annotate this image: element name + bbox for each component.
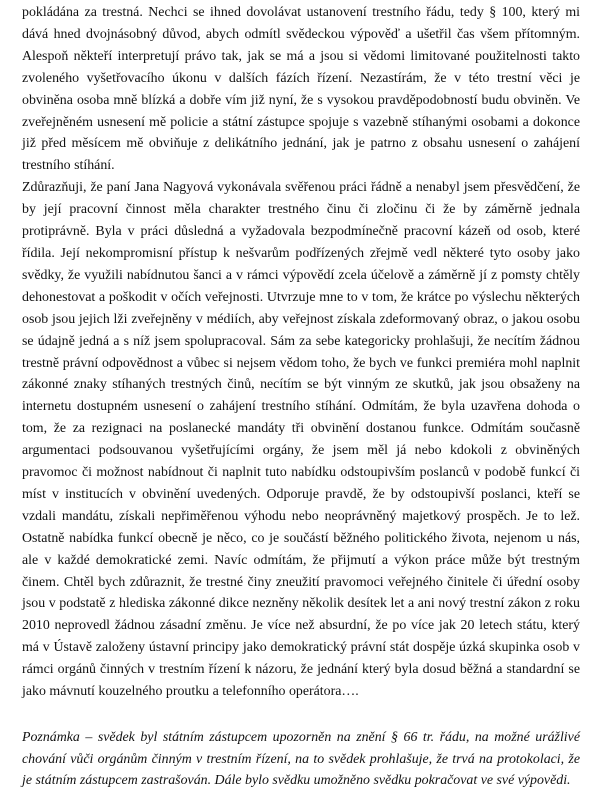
body-paragraph-2: Zdůrazňuji, že paní Jana Nagyová vykonávala svěřenou práci řádně a nenabyl jsem přesvědčení, že by její pracovní činnost měla charakter trestného činu či zločinu či že by záměrně jednala protiprávně. Byla v práci důsledná a vyžadovala bezpodmínečně pracovní kázeň od osob, které řídila. Její nekompromisní přístup k nešvarům podřízených zřejmě vedl některé tyto osoby jako svědky, že využili nabídnutou šanci a v rámci výpovědí zcela účelově a záměrně jí z pomsty chtěly dehonestovat a poškodit v očích veřejnosti. Utvrzuje mne to v tom, že krátce po výslechu některých osob jsou jejich lži zveřejněny v médiích, aby veřejnost získala zdeformovaný obraz, o jakou osobu se údajně jedná a s níž jsem spolupracoval. Sám za sebe kategoricky prohlašuji, že necítím žádnou trestně právní odpovědnost a vůbec si nejsem vědom toho, že bych ve funkci premiéra mohl naplnit zákonné znaky stíhaných trestných činů, necítím se být vinným ze skutků, jak jsou obsaženy na internetu dostupném usnesení o zahájení trestního stíhání. Odmítám, že byla uzavřena dohoda o tom, že za rezignaci na poslanecké mandáty tři obvinění dostanou funkce. Odmítám současně argumentaci podsouvanou vyšetřujícími orgány, že jsem měl já nebo kdokoli z obviněných pravomoc či možnost nabídnout či naplnit tuto nabídku odstoupivším poslanců v podobě funkcí či míst v institucích v obvinění uvedených. Odporuje pravdě, že by odstoupivší poslanci, kteří se vzdali mandátu, získali nepřiměřenou výhodu nebo neoprávněný majetkový prospěch. Je to lež. Ostatně nabídka funkcí obecně je něco, co je součástí běžného politického života, nejenom u nás, ale v každé demokratické zemi. Navíc odmítám, že přijmutí a výkon práce může být trestným činem. Chtěl bych zdůraznit, že trestné činy zneužití pravomoci veřejného činitele či úřední osoby jsou v podstatě z hlediska zákonné dikce nezněny několik desítek let a ani nový trestní zákon z roku 2010 neprovedl žádnou zásadní změnu. Je více než absurdní, že po více jak 20 letech státu, který má v Ústavě založeny ústavní principy jako demokratický právní stát dospěje úzká skupinka osob v rámci orgánů činných v trestním řízení k názoru, že jednání který byla dosud běžná a standardní se jako mávnutí kouzelného proutku a telefonního operátora…. — [22, 180, 580, 700]
body-paragraph-1: pokládána za trestná. Nechci se ihned dovolávat ustanovení trestního řádu, tedy § 100, který mi dává hned dvojnásobný důvod, abych odmítl svědeckou výpověď a ušetřil čas všem přítomným. Alespoň někteří interpretují právo tak, jak se má a jsou si vědomi limitované použitelnosti takto zvoleného vyšetřovacího úkonu v dalších fázích řízení. Nezastírám, že v této trestní věci je obviněna osoba mně blízká a dobře vím již nyní, že s vysokou pravděpodobností budu obviněn. Ve zveřejněném usnesení mě policie a státní zástupce spojuje s vazebně stíhanými osobami a dokonce již před měsícem mě obviňuje z delikátního jednání, jak je patrno z obsahu usnesení o zahájení trestního stíhání. — [22, 5, 580, 174]
protocol-note: Poznámka – svědek byl státním zástupcem upozorněn na znění § 66 tr. řádu, na možné urážlivé chování vůči orgánům činným v trestním řízení, na to svědek prohlašuje, že trvá na protokolaci, že je státním zástupcem zastrašován. Dále bylo svědku umožněno svědku pokračovat ve své výpovědi. — [22, 730, 580, 789]
document-page — [22, 2, 580, 792]
